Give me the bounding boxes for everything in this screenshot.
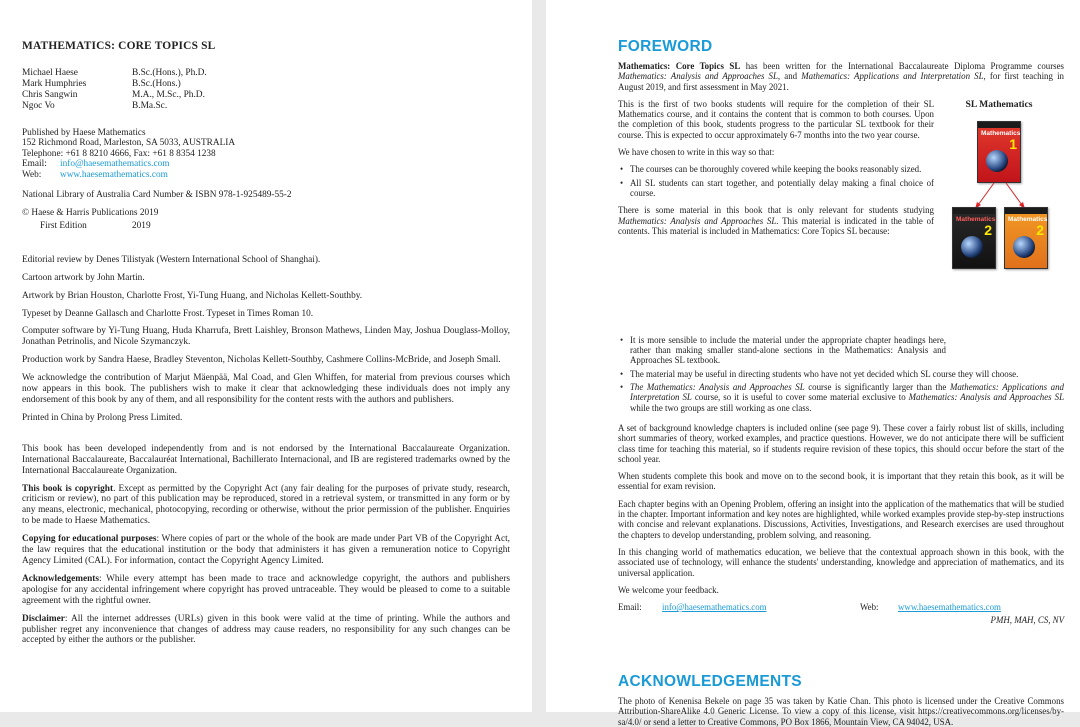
- publisher-address: 152 Richmond Road, Marleston, SA 5033, AUSTRALIA: [22, 138, 236, 149]
- reason-text: while the two groups are still working as one class.: [630, 402, 812, 413]
- isbn-line: National Library of Australia Card Number & ISBN 978-1-925489-55-2: [22, 190, 292, 201]
- publisher-email-row: [22, 159, 510, 169]
- foreword-p2: This is the first of two books students will require for the completion of their SL Mathematics course, and it contains the content that is common to both courses. Upon the completion of this book, students progress to the particular SL textbook for their course. This is expected to occur approximately 6-7 months into the two year course.: [618, 98, 934, 140]
- intro-text: has been written for the International Baccalaureate Diploma Programme courses: [740, 61, 1065, 71]
- p4-italic: Mathematics: Analysis and Approaches SL: [618, 215, 777, 226]
- cover-number: 1: [1009, 135, 1017, 152]
- foreword-web-link[interactable]: www.haesemathematics.com: [898, 602, 1001, 613]
- globe-icon: [1013, 236, 1035, 258]
- credit-typeset: Typeset by Deanne Gallasch and Charlotte Frost. Typeset in Times Roman 10.: [22, 308, 314, 319]
- material-reason-item: • The material may be useful in directing students who have not yet decided which SL course they will choose.: [618, 369, 1064, 379]
- credit-production: Production work by Sandra Haese, Bradley Steventon, Nicholas Kellett-Southby, Cashmere Collins-McBride, and Joseph Small.: [22, 355, 501, 366]
- acknowledgement-notice-title: Acknowledgements: [22, 573, 99, 584]
- material-reason-item: • It is more sensible to include the material under the appropriate chapter headings here, rather than making smaller stand-alone sections in the Mathematics: Analysis and Approaches SL textbook.: [618, 335, 946, 366]
- copyright-line: © Haese & Harris Publications 2019: [22, 207, 159, 218]
- ib-notice: This book has been developed independently from and is not endorsed by the International Baccalaureate Organization. International Baccalaureate, Baccalauréat International, Bachillerato Internacional, and IB are registered trademarks owned by the International Baccalaureate Organization.: [22, 443, 510, 476]
- edition-year: 2019: [132, 220, 151, 231]
- foreword-p4: [618, 205, 934, 236]
- sl-mathematics-books-figure: [944, 99, 1054, 339]
- credit-editorial: Editorial review by Denes Tilistyak (Western International School of Shanghai).: [22, 254, 321, 265]
- edition-label: First Edition: [40, 220, 87, 231]
- p4-text: . This material is indicated in the table of contents. This material is included in Mathematics: Core Topics SL because:: [618, 215, 934, 236]
- core-topics-book-cover: [977, 121, 1021, 183]
- copyright-notice-text: . Except as permitted by the Copyright Act (any fair dealing for the purposes of private study, research, criticism or review), no part of this publication may be reproduced, stored in a retrieval system, or transmitted in any form or by any means, electronic, mechanical, photocopying, recording or otherwise, without the prior permission of the publisher. Enquiries to be made to Haese Mathematics.: [22, 483, 510, 527]
- reason-item: • The courses can be thoroughly covered while keeping the books reasonably sized.: [618, 164, 934, 174]
- foreword-p8: In this changing world of mathematics education, we believe that the contextual approach shown in this book, with the associated use of technology, will enhance the students' understanding, knowledge and appreciation of mathematics, and its universal application.: [618, 546, 1064, 578]
- author-quals: B.Sc.(Hons.): [132, 79, 181, 89]
- foreword-p7: Each chapter begins with an Opening Problem, offering an insight into the application of the mathematics that will be studied in the chapter. Important information and key notes are highlighted, while worked examples provide step-by-step instructions with concise and relevant explanations. Discussions, Activities, Investigations, and Research exercises are used throughout the chapters to develop understanding, problem solving, and reasoning.: [618, 498, 1064, 540]
- author-name: Michael Haese: [22, 68, 78, 78]
- author-quals: M.A., M.Sc., Ph.D.: [132, 90, 205, 100]
- reason-item: • All SL students can start together, and potentially delay making a final choice of course.: [618, 178, 934, 199]
- author-name: Ngoc Vo: [22, 101, 55, 111]
- globe-icon: [961, 236, 983, 258]
- educational-notice-title: Copying for educational purposes: [22, 534, 157, 545]
- foreword-with-books: [618, 99, 1064, 339]
- copyright-notice-title: This book is copyright: [22, 483, 114, 494]
- cover-title: Mathematics: [1008, 215, 1048, 223]
- publisher-phone: Telephone: +61 8 8210 4666, Fax: +61 8 8354 1238: [22, 148, 216, 159]
- book-title: MATHEMATICS: CORE TOPICS SL: [22, 40, 216, 52]
- cover-number: 2: [984, 221, 992, 238]
- intro-text: , and: [777, 71, 802, 82]
- edition-row: [22, 221, 510, 231]
- disclaimer-notice: [22, 614, 510, 647]
- publisher-block: [22, 128, 510, 180]
- foreword-contact-row: [618, 602, 1064, 612]
- publisher-email-link[interactable]: info@haesemathematics.com: [60, 159, 170, 170]
- course-aa-italic: Mathematics: Analysis and Approaches SL: [618, 71, 778, 82]
- author-name: Chris Sangwin: [22, 90, 78, 100]
- web-label: Web:: [22, 169, 42, 180]
- books-figure-label: SL Mathematics: [965, 98, 1033, 110]
- globe-icon: [986, 150, 1008, 172]
- intro-text: , for first teaching in August 2019, and first assessment in May 2021.: [618, 71, 1064, 92]
- credit-cartoon: Cartoon artwork by John Martin.: [22, 272, 145, 283]
- reasons-list: [618, 164, 934, 198]
- author-quals: B.Ma.Sc.: [132, 101, 168, 111]
- foreword-email-link[interactable]: info@haesemathematics.com: [662, 602, 767, 613]
- p4-text: There is some material in this book that is only relevant for students studying: [618, 205, 934, 216]
- educational-notice: [22, 534, 510, 567]
- foreword-p5: A set of background knowledge chapters is included online (see page 9). These cover a fairly robust list of skills, including short summaries of theory, worked examples, and practice questions. However, we do not anticipate there will be sufficient class time for teaching this material, so if students require revision of these topics, this should occur before the start of the school year.: [618, 422, 1064, 464]
- reason-italic: Mathematics: Analysis and Approaches SL: [908, 392, 1065, 403]
- reason-italic: Mathematics: Applications and Interpretation SL: [630, 382, 1064, 403]
- publisher-web-row: [22, 170, 510, 180]
- reason-text: course is significantly larger than the: [804, 382, 950, 393]
- left-page: [0, 0, 532, 712]
- credit-software: Computer software by Yi-Tung Huang, Huda Kharrufa, Brett Laishley, Bronson Mathews, Linden May, Joshua Douglass-Molloy, Jonathan Petrinolis, and Nicole Szymanczyk.: [22, 326, 510, 348]
- course-ai-italic: Mathematics: Applications and Interpretation SL: [801, 71, 984, 82]
- foreword-heading: FOREWORD: [618, 38, 713, 55]
- analysis-approaches-book-cover: [952, 207, 996, 269]
- reason-text: course, so it is useful to cover some material exclusive to: [691, 392, 909, 403]
- publisher-web-link[interactable]: www.haesemathematics.com: [60, 169, 168, 180]
- material-reason-item: [618, 382, 1064, 413]
- acknowledgements-text: The photo of Kenenisa Bekele on page 35 was taken by Katie Chan. This photo is licensed under the Creative Commons Attribution-ShareAlike 4.0 Generic License. To view a copy of this license, visit https://creativecommons.org/licenses/by-sa/4.0/ or send a letter to Creative Commons, PO Box 1866, Mountain View, CA 94042, USA.: [618, 696, 1064, 727]
- credit-artwork: Artwork by Brian Houston, Charlotte Frost, Yi-Tung Huang, and Nicholas Kellett-Southby.: [22, 290, 363, 301]
- cover-title: Mathematics: [981, 129, 1021, 137]
- cover-title: Mathematics: [956, 215, 996, 223]
- acknowledgement-notice: [22, 574, 510, 607]
- reason-italic: The Mathematics: Analysis and Approaches SL: [630, 382, 805, 393]
- publisher-name: Published by Haese Mathematics: [22, 128, 146, 138]
- email-label: Email:: [22, 159, 47, 170]
- authors-list: [22, 68, 510, 112]
- copyright-notice: [22, 484, 510, 528]
- material-reasons-list: [618, 335, 1064, 413]
- disclaimer-title: Disclaimer: [22, 613, 65, 624]
- educational-notice-text: : Where copies of part or the whole of the book are made under Part VB of the Copyright Act, the law requires that the educational institution or the body that administers it has given a remuneration notice to Copyright Agency Limited (CAL). For information, contact the Copyright Agency Limited.: [22, 534, 510, 566]
- book-name-bold: Mathematics: Core Topics SL: [618, 61, 741, 71]
- credit-contribution: We acknowledge the contribution of Marjut Mäenpää, Mal Coad, and Glen Whiffen, for material from previous courses which now appears in this book. The publishers wish to make it clear that acknowledging these individuals does not imply any endorsement of this book by any of them, and all responsibility for the content rests with the authors and publishers.: [22, 373, 510, 405]
- foreword-left-column: [618, 99, 934, 339]
- foreword-p9: We welcome your feedback.: [618, 584, 719, 595]
- cover-number: 2: [1036, 221, 1044, 238]
- email-label: Email:: [618, 602, 642, 613]
- acknowledgements-heading: ACKNOWLEDGEMENTS: [618, 673, 802, 691]
- credit-printed: Printed in China by Prolong Press Limited.: [22, 412, 183, 423]
- web-label: Web:: [860, 602, 879, 613]
- right-page: [546, 0, 1080, 727]
- author-quals: B.Sc.(Hons.), Ph.D.: [132, 68, 207, 78]
- author-initials: PMH, MAH, CS, NV: [990, 615, 1064, 626]
- author-name: Mark Humphries: [22, 79, 87, 89]
- foreword-intro: [618, 61, 1064, 92]
- disclaimer-text: : All the internet addresses (URLs) given in this book were valid at the time of printing. While the authors and publisher regret any inconvenience that changes of address may cause readers, no responsibility for any such changes can be accepted by either the authors or the publisher.: [22, 613, 510, 646]
- foreword-p6: When students complete this book and move on to the second book, it is important that they retain this book, as it will be essential for exam revision.: [618, 471, 1064, 492]
- applications-interpretation-book-cover: [1004, 207, 1048, 269]
- foreword-p3: We have chosen to write in this way so that:: [618, 147, 775, 158]
- acknowledgement-notice-text: : While every attempt has been made to trace and acknowledge copyright, the authors and publishers apologise for any accidental infringement where copyright has proved untraceable. They would be pleased to come to a suitable agreement with the rightful owner.: [22, 573, 510, 606]
